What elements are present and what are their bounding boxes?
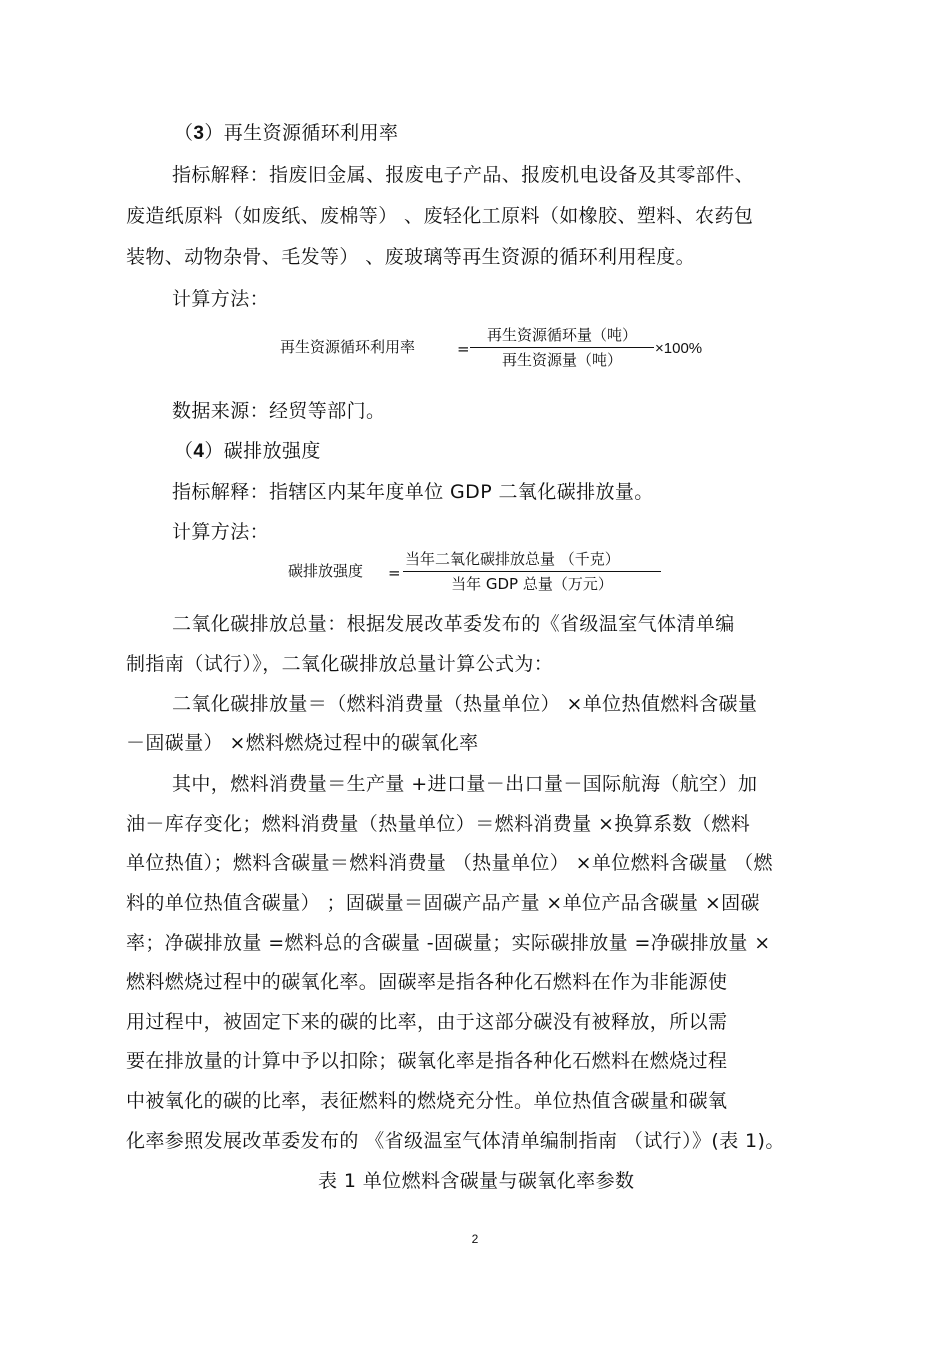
formula-2-denominator: 当年 GDP 总量（万元） <box>451 575 613 593</box>
formula-1-numerator: 再生资源循环量（吨） <box>486 326 637 344</box>
formula-1-denominator: 再生资源量（吨） <box>501 351 622 369</box>
body-line-9: 率；净碳排放量 =燃料总的含碳量 -固碳量；实际碳排放量 =净碳排放量 × <box>126 932 771 954</box>
body-line-5: 其中，燃料消费量＝生产量 +进口量－出口量－国际航海（航空）加 <box>172 773 758 795</box>
page-number: 2 <box>471 1232 479 1246</box>
body-line-4: －固碳量） ×燃料燃烧过程中的碳氧化率 <box>126 732 479 754</box>
table-caption: 表 1 单位燃料含碳量与碳氧化率参数 <box>318 1170 635 1192</box>
formula-2-fraction-bar <box>403 571 661 572</box>
body-line-7: 单位热值）；燃料含碳量＝燃料消费量 （热量单位） ×单位燃料含碳量 （燃 <box>126 852 773 874</box>
formula-1-fraction-bar <box>470 347 654 348</box>
section-3-number: 3 <box>193 123 205 144</box>
formula-2-lhs: 碳排放强度 <box>288 562 364 580</box>
section-3-data-source: 数据来源：经贸等部门。 <box>172 400 386 422</box>
formula-2-equals: = <box>388 564 401 582</box>
section-4-heading: （4）碳排放强度 <box>174 440 321 462</box>
body-line-13: 中被氧化的碳的比率，表征燃料的燃烧充分性。单位热值含碳量和碳氧 <box>126 1090 728 1112</box>
body-line-6: 油－库存变化；燃料消费量（热量单位）＝燃料消费量 ×换算系数（燃料 <box>126 813 751 835</box>
section-3-explain-1: 指标解释：指废旧金属、报废电子产品、报废机电设备及其零部件、 <box>172 164 755 186</box>
body-line-12: 要在排放量的计算中予以扣除；碳氧化率是指各种化石燃料在燃烧过程 <box>126 1050 728 1072</box>
body-line-11: 用过程中，被固定下来的碳的比率，由于这部分碳没有被释放，所以需 <box>126 1011 728 1033</box>
section-3-method-label: 计算方法： <box>172 288 270 310</box>
section-4-method-label: 计算方法： <box>172 521 270 543</box>
formula-1-equals: = <box>457 340 470 358</box>
formula-1-multiplier: ×100% <box>655 340 703 357</box>
body-line-10: 燃料燃烧过程中的碳氧化率。固碳率是指各种化石燃料在作为非能源使 <box>126 971 728 993</box>
section-4-title: 碳排放强度 <box>223 440 321 462</box>
body-line-3: 二氧化碳排放量＝（燃料消费量（热量单位） ×单位热值燃料含碳量 <box>172 693 758 715</box>
body-line-2: 制指南（试行）》，二氧化碳排放总量计算公式为： <box>126 653 554 675</box>
section-3-title: 再生资源循环利用率 <box>223 122 399 144</box>
body-line-14: 化率参照发展改革委发布的 《省级温室气体清单编制指南 （试行）》(表 1)。 <box>126 1130 785 1152</box>
formula-2-numerator: 当年二氧化碳排放总量 （千克） <box>405 550 620 568</box>
section-3-explain-3: 装物、动物杂骨、毛发等） 、废玻璃等再生资源的循环利用程度。 <box>126 246 696 268</box>
section-4-explain: 指标解释：指辖区内某年度单位 GDP 二氧化碳排放量。 <box>172 481 654 503</box>
section-4-number: 4 <box>193 441 205 462</box>
section-3-explain-2: 废造纸原料（如废纸、废棉等） 、废轻化工原料（如橡胶、塑料、农药包 <box>126 205 754 227</box>
body-line-8: 料的单位热值含碳量） ；固碳量＝固碳产品产量 ×单位产品含碳量 ×固碳 <box>126 892 760 914</box>
formula-1-lhs: 再生资源循环利用率 <box>280 338 416 356</box>
section-3-heading: （3）再生资源循环利用率 <box>174 122 399 144</box>
body-line-1: 二氧化碳排放总量：根据发展改革委发布的《省级温室气体清单编 <box>172 613 735 635</box>
